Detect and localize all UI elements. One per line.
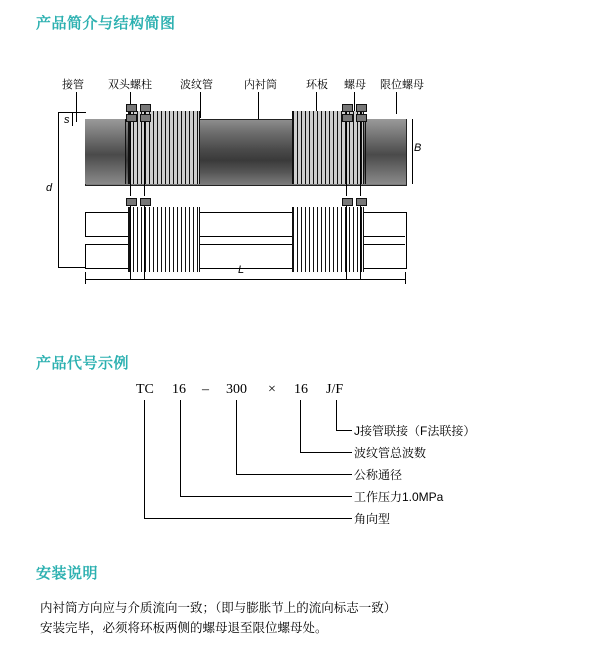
code-drop-line-0 <box>336 400 337 430</box>
tie-rod-6 <box>144 200 145 280</box>
install-line-0: 内衬筒方向应与介质流向一致；（即与膨胀节上的流向标志一致） <box>40 601 397 615</box>
code-note-line-2 <box>236 474 352 475</box>
section-title-structure: 产品简介与结构简图 <box>36 15 176 32</box>
nut-5 <box>126 114 137 122</box>
pipe-end-left <box>85 119 126 184</box>
code-drop-line-2 <box>236 400 237 474</box>
dim-line-d <box>58 112 59 267</box>
section-title-install: 安装说明 <box>36 565 99 582</box>
callout-label-1: 双头螺柱 <box>108 79 152 91</box>
leader-line-0 <box>76 92 77 122</box>
nut-9 <box>126 198 137 206</box>
dim-tick-L-left <box>85 272 86 284</box>
code-note-line-1 <box>300 452 352 453</box>
nut-8 <box>356 114 367 122</box>
tie-rod-8 <box>360 200 361 280</box>
bellows-bottom-right <box>292 207 364 272</box>
nut-6 <box>140 114 151 122</box>
callout-label-5: 螺母 <box>344 79 366 91</box>
bellows-top-left <box>128 111 200 184</box>
code-note-2: 公称通径 <box>354 468 403 482</box>
nut-10 <box>140 198 151 206</box>
install-instructions <box>40 598 560 638</box>
code-note-line-4 <box>144 518 352 519</box>
code-note-line-3 <box>180 496 352 497</box>
code-token-4: × <box>268 382 276 397</box>
dim-label-B: B <box>414 142 422 154</box>
code-token-6: J/F <box>326 382 344 397</box>
callout-label-0: 接管 <box>62 79 84 91</box>
tie-rod-7 <box>346 200 347 280</box>
pipe-end-right <box>365 119 406 184</box>
nut-3 <box>342 104 353 112</box>
code-note-0: J接管联接（F法联接） <box>354 424 476 438</box>
callout-label-2: 波纹管 <box>180 79 213 91</box>
code-drop-line-3 <box>180 400 181 496</box>
dim-label-L: L <box>238 264 245 276</box>
dim-line-s <box>72 112 73 126</box>
code-drop-line-4 <box>144 400 145 518</box>
structure-diagram <box>40 64 560 284</box>
callout-label-3: 内衬筒 <box>244 79 277 91</box>
nut-11 <box>342 198 353 206</box>
section-title-code: 产品代号示例 <box>36 355 130 372</box>
nut-7 <box>342 114 353 122</box>
code-note-3: 工作压力1.0MPa <box>354 490 444 504</box>
code-token-5: 16 <box>294 382 308 397</box>
product-code-diagram <box>40 378 560 538</box>
leader-line-6 <box>396 92 397 114</box>
code-token-1: 16 <box>172 382 186 397</box>
dim-tick-L-right <box>405 272 406 284</box>
install-line-1: 安装完毕，必须将环板两侧的螺母退至限位螺母处。 <box>40 621 328 635</box>
code-note-1: 波纹管总波数 <box>354 446 427 460</box>
tie-rod-5 <box>130 200 131 280</box>
dim-line-B <box>412 119 413 184</box>
code-token-2: – <box>202 382 209 397</box>
code-token-3: 300 <box>226 382 247 397</box>
nut-1 <box>126 104 137 112</box>
nut-4 <box>356 104 367 112</box>
dim-tick-d-bottom <box>58 267 86 268</box>
code-token-0: TC <box>136 382 154 397</box>
dim-line-L <box>85 279 405 280</box>
dim-label-d: d <box>46 182 53 194</box>
bellows-top-right <box>292 111 364 184</box>
callout-label-6: 限位螺母 <box>380 79 424 91</box>
leader-line-2 <box>200 92 201 118</box>
nut-12 <box>356 198 367 206</box>
callout-label-4: 环板 <box>306 79 328 91</box>
bellows-bottom-left <box>128 207 200 272</box>
code-note-4: 角向型 <box>354 512 391 526</box>
nut-2 <box>140 104 151 112</box>
dim-label-s: s <box>64 114 70 126</box>
code-drop-line-1 <box>300 400 301 452</box>
code-note-line-0 <box>336 430 352 431</box>
